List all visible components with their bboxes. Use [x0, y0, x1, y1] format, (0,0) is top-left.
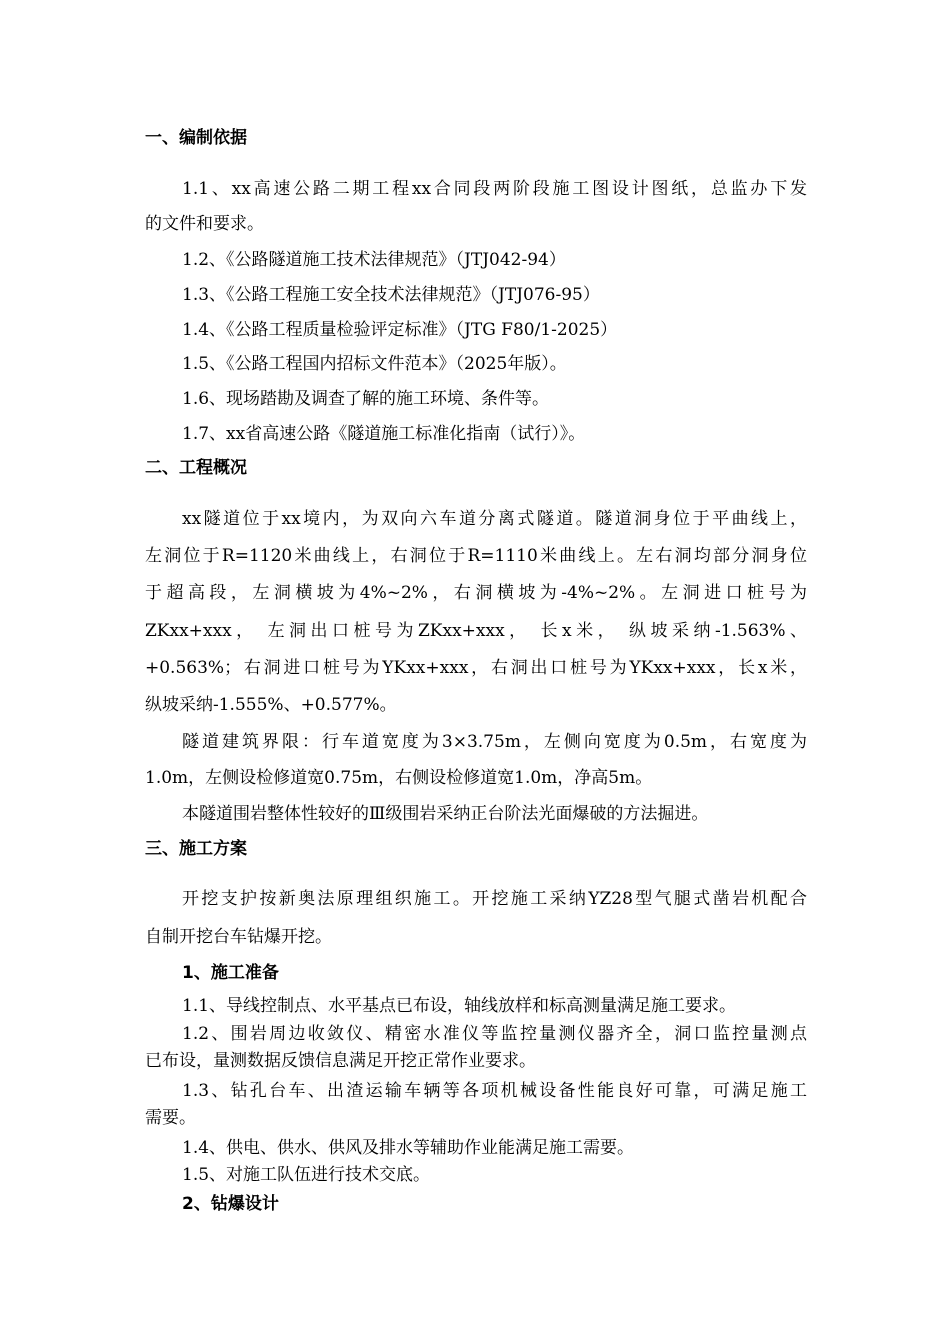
- section-heading: 二、工程概况: [145, 458, 247, 478]
- paragraph-line: 开挖支护按新奥法原理组织施工。开挖施工采纳YZ28型气腿式凿岩机配合: [182, 889, 807, 909]
- list-item: 1.4、《公路工程质量检验评定标准》（JTG F80/1-2025）: [182, 320, 618, 340]
- list-item: 1.7、xx省高速公路《隧道施工标准化指南（试行）》。: [182, 424, 586, 444]
- list-item-continuation: 已布设，量测数据反馈信息满足开挖正常作业要求。: [145, 1051, 536, 1071]
- paragraph-line: 纵坡采纳-1.555%、+0.577%。: [145, 695, 397, 715]
- paragraph-line: 1.1、xx高速公路二期工程xx合同段两阶段施工图设计图纸，总监办下发: [182, 179, 807, 199]
- paragraph-line: 自制开挖台车钻爆开挖。: [145, 927, 332, 947]
- paragraph-line: 1.0m，左侧设检修道宽0.75m，右侧设检修道宽1.0m，净高5m。: [145, 768, 653, 788]
- list-item: 1.6、现场踏勘及调查了解的施工环境、条件等。: [182, 389, 550, 409]
- list-item: 1.3、钻孔台车、出渣运输车辆等各项机械设备性能良好可靠，可满足施工: [182, 1081, 807, 1101]
- paragraph-line: ZKxx+xxx， 左洞出口桩号为ZKxx+xxx， 长x米， 纵坡采纳-1.563%、: [145, 621, 807, 641]
- paragraph-line: +0.563%；右洞进口桩号为YKxx+xxx，右洞出口桩号为YKxx+xxx，长x米，: [145, 658, 807, 678]
- paragraph-line: 的文件和要求。: [145, 214, 264, 234]
- list-item-continuation: 需要。: [145, 1108, 196, 1128]
- list-item: 1.3、《公路工程施工安全技术法律规范》（JTJ076-95）: [182, 285, 600, 305]
- section-heading: 三、施工方案: [145, 839, 247, 859]
- paragraph-line: 于超高段，左洞横坡为4%~2%，右洞横坡为-4%~2%。左洞进口桩号为: [145, 583, 807, 603]
- list-item: 1.4、供电、供水、供风及排水等辅助作业能满足施工需要。: [182, 1138, 635, 1158]
- list-item: 1.2、围岩周边收敛仪、精密水准仪等监控量测仪器齐全，洞口监控量测点: [182, 1024, 807, 1044]
- subsection-heading: 2、钻爆设计: [182, 1194, 279, 1214]
- list-item: 1.5、对施工队伍进行技术交底。: [182, 1165, 431, 1185]
- list-item: 1.5、《公路工程国内招标文件范本》（2025年版）。: [182, 354, 567, 374]
- paragraph-line: 隧道建筑界限：行车道宽度为3×3.75m，左侧向宽度为0.5m，右宽度为: [182, 732, 807, 752]
- paragraph-line: 左洞位于R=1120米曲线上，右洞位于R=1110米曲线上。左右洞均部分洞身位: [145, 546, 807, 566]
- paragraph-line: 本隧道围岩整体性较好的Ⅲ级围岩采纳正台阶法光面爆破的方法掘进。: [182, 804, 709, 824]
- list-item: 1.1、导线控制点、水平基点已布设，轴线放样和标高测量满足施工要求。: [182, 996, 737, 1016]
- section-heading: 一、编制依据: [145, 128, 247, 148]
- subsection-heading: 1、施工准备: [182, 963, 279, 983]
- paragraph-line: xx隧道位于xx境内，为双向六车道分离式隧道。隧道洞身位于平曲线上，: [182, 509, 807, 529]
- list-item: 1.2、《公路隧道施工技术法律规范》（JTJ042-94）: [182, 250, 566, 270]
